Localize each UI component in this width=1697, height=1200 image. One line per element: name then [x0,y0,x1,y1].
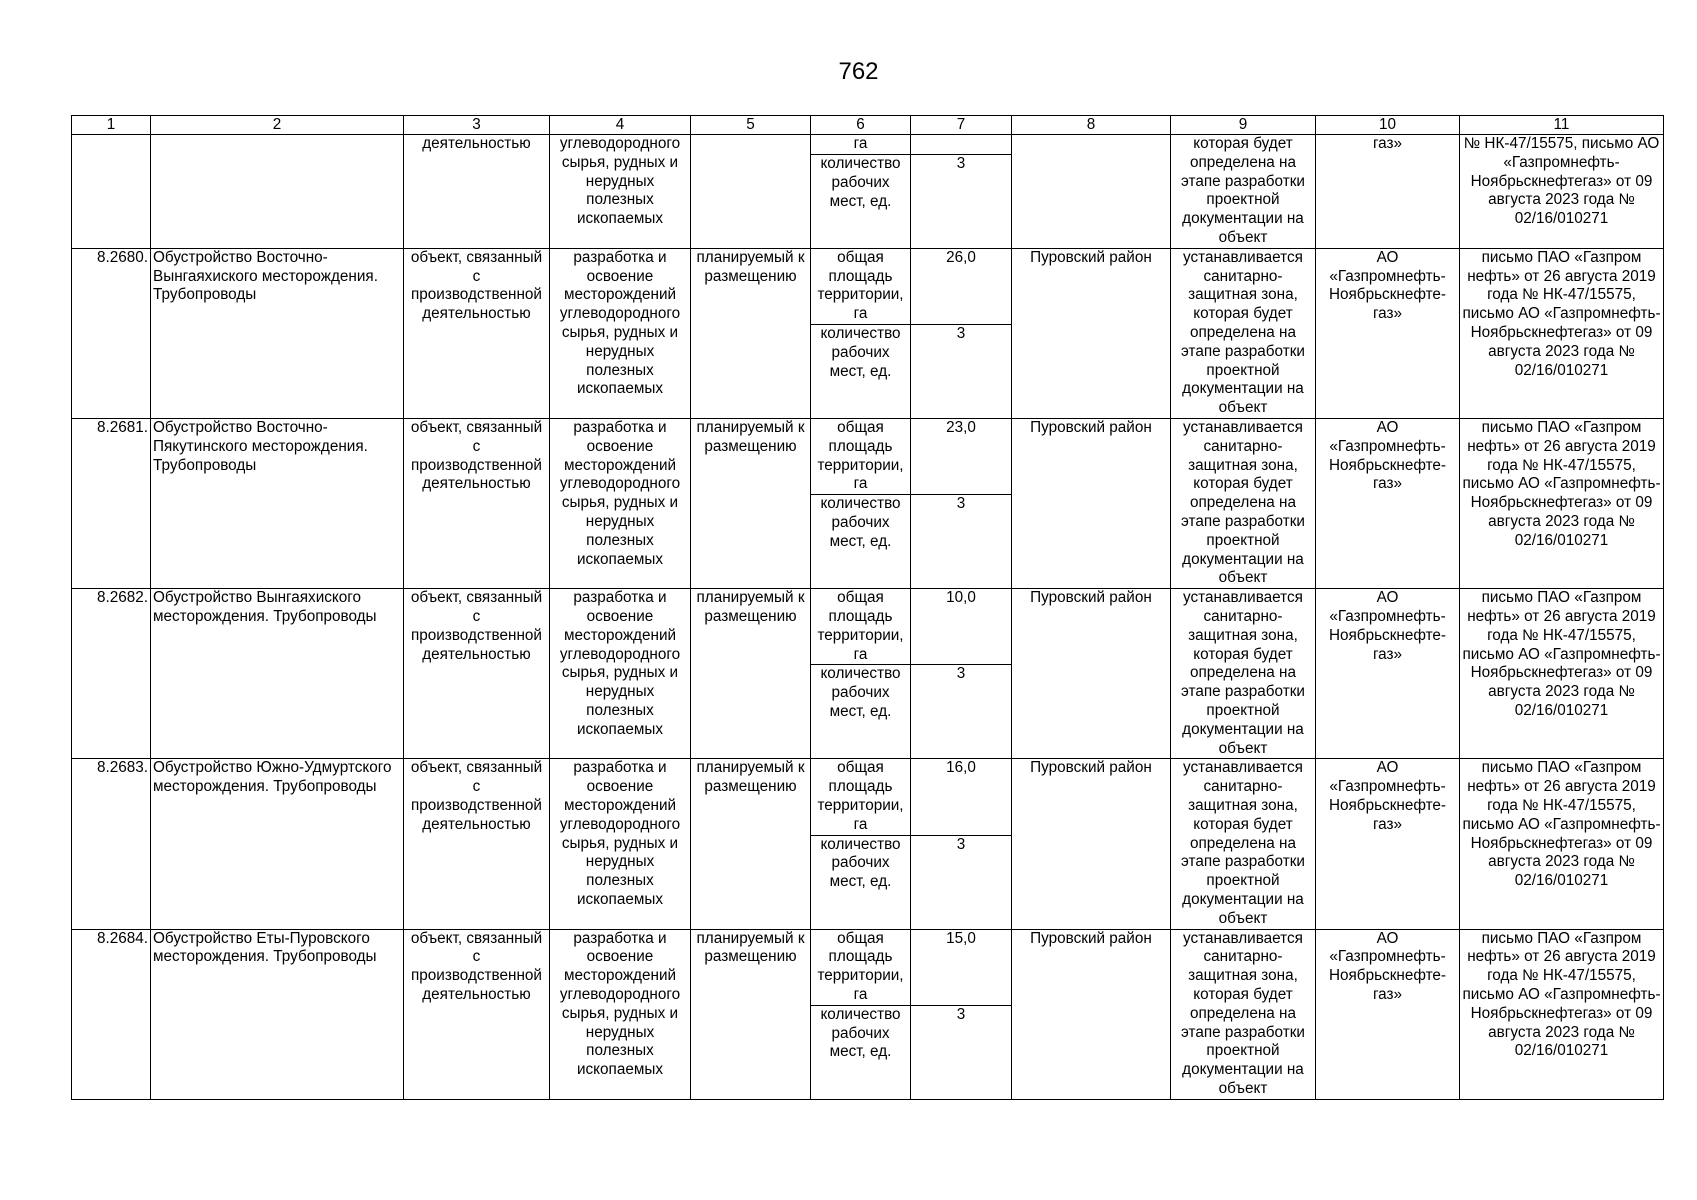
column-number: 4 [550,116,691,135]
cell-name: Обустройство Восточно-Пякутинского месторождения. Трубопроводы [151,418,404,588]
cell-type: объект, связанный с производственной деятельностью [404,589,550,759]
cell-basis: письмо ПАО «Газпром нефть» от 26 августа 2019 года № НК-47/15575, письмо АО «Газпромнефть-Ноябрьскнефтегаз» от 09 августа 2023 года № 02/16/010271 [1460,418,1664,588]
cell-param-workers: количество рабочих мест, ед. [811,835,911,929]
cell-basis: письмо ПАО «Газпром нефть» от 26 августа 2019 года № НК-47/15575, письмо АО «Газпромнефть-Ноябрьскнефтегаз» от 09 августа 2023 года № 02/16/010271 [1460,759,1664,929]
table-row [72,418,1664,494]
column-number: 10 [1316,116,1460,135]
cell-type: объект, связанный с производственной деятельностью [404,248,550,418]
cell-param-workers: количество рабочих мест, ед. [811,1005,911,1099]
cell-value-area: 16,0 [911,759,1012,835]
column-number: 6 [811,116,911,135]
cell-location: Пуровский район [1012,759,1171,929]
cell-zone: устанавливается санитарно-защитная зона, которая будет определена на этапе разработки проектной документации на объект [1171,418,1316,588]
cell-zone: устанавливается санитарно-защитная зона, которая будет определена на этапе разработки проектной документации на объект [1171,759,1316,929]
cell-status: планируемый к размещению [691,248,811,418]
column-number: 8 [1012,116,1171,135]
cell-value-workers: 3 [911,155,1012,248]
cell-purpose: углеводородного сырья, рудных и нерудных полезных ископаемых [550,135,691,249]
cell-value-workers: 3 [911,495,1012,589]
cell-org: АО «Газпромнефть-Ноябрьскнефте-газ» [1316,759,1460,929]
cell-zone: устанавливается санитарно-защитная зона, которая будет определена на этапе разработки проектной документации на объект [1171,589,1316,759]
column-number: 7 [911,116,1012,135]
column-number: 11 [1460,116,1664,135]
cell-basis: письмо ПАО «Газпром нефть» от 26 августа 2019 года № НК-47/15575, письмо АО «Газпромнефть-Ноябрьскнефтегаз» от 09 августа 2023 года № 02/16/010271 [1460,248,1664,418]
cell-param-area: общая площадь территории, га [811,418,911,494]
cell-zone: устанавливается санитарно-защитная зона, которая будет определена на этапе разработки проектной документации на объект [1171,929,1316,1099]
cell-value-area: 10,0 [911,589,1012,665]
cell-zone: которая будет определена на этапе разработки проектной документации на объект [1171,135,1316,249]
table-row-continuation [72,135,1664,155]
page-number: 762 [838,58,879,85]
cell-org: АО «Газпромнефть-Ноябрьскнефте-газ» [1316,418,1460,588]
cell-location: Пуровский район [1012,589,1171,759]
cell-num [72,135,151,249]
cell-org: АО «Газпромнефть-Ноябрьскнефте-газ» [1316,248,1460,418]
cell-location: Пуровский район [1012,418,1171,588]
cell-location: Пуровский район [1012,929,1171,1099]
cell-param-workers: количество рабочих мест, ед. [811,665,911,759]
cell-num: 8.2680. [72,248,151,418]
cell-purpose: разработка и освоение месторождений углеводородного сырья, рудных и нерудных полезных ископаемых [550,929,691,1099]
register-table [71,115,1664,1100]
cell-status: планируемый к размещению [691,759,811,929]
table-row [72,759,1664,835]
cell-type: деятельностью [404,135,550,249]
cell-purpose: разработка и освоение месторождений углеводородного сырья, рудных и нерудных полезных ископаемых [550,589,691,759]
cell-param-workers: количество рабочих мест, ед. [811,155,911,248]
cell-value-workers: 3 [911,665,1012,759]
cell-value-workers: 3 [911,835,1012,929]
cell-purpose: разработка и освоение месторождений углеводородного сырья, рудных и нерудных полезных ископаемых [550,418,691,588]
cell-status: планируемый к размещению [691,418,811,588]
cell-value-workers: 3 [911,324,1012,418]
cell-type: объект, связанный с производственной деятельностью [404,759,550,929]
cell-org: АО «Газпромнефть-Ноябрьскнефте-газ» [1316,589,1460,759]
cell-value-area: 23,0 [911,418,1012,494]
table-row [72,248,1664,324]
cell-zone: устанавливается санитарно-защитная зона, которая будет определена на этапе разработки проектной документации на объект [1171,248,1316,418]
cell-basis: письмо ПАО «Газпром нефть» от 26 августа 2019 года № НК-47/15575, письмо АО «Газпромнефть-Ноябрьскнефтегаз» от 09 августа 2023 года № 02/16/010271 [1460,589,1664,759]
cell-location [1012,135,1171,249]
cell-param-area: общая площадь территории, га [811,248,911,324]
cell-name: Обустройство Вынгаяхиского месторождения. Трубопроводы [151,589,404,759]
column-number: 2 [151,116,404,135]
cell-num: 8.2682. [72,589,151,759]
cell-status [691,135,811,249]
cell-name: Обустройство Еты-Пуровского месторождения. Трубопроводы [151,929,404,1099]
cell-num: 8.2681. [72,418,151,588]
cell-basis: письмо ПАО «Газпром нефть» от 26 августа 2019 года № НК-47/15575, письмо АО «Газпромнефть-Ноябрьскнефтегаз» от 09 августа 2023 года № 02/16/010271 [1460,929,1664,1099]
column-number: 9 [1171,116,1316,135]
cell-purpose: разработка и освоение месторождений углеводородного сырья, рудных и нерудных полезных ископаемых [550,759,691,929]
cell-param-area: общая площадь территории, га [811,759,911,835]
cell-name: Обустройство Южно-Удмуртского месторождения. Трубопроводы [151,759,404,929]
cell-type: объект, связанный с производственной деятельностью [404,929,550,1099]
cell-value-area [911,135,1012,155]
cell-param-workers: количество рабочих мест, ед. [811,495,911,589]
cell-param-workers: количество рабочих мест, ед. [811,324,911,418]
cell-param-area: общая площадь территории, га [811,929,911,1005]
cell-org: АО «Газпромнефть-Ноябрьскнефте-газ» [1316,929,1460,1099]
table-row [72,929,1664,1005]
cell-status: планируемый к размещению [691,929,811,1099]
table-row [72,589,1664,665]
cell-org: газ» [1316,135,1460,249]
cell-param-area: га [811,135,911,155]
column-number: 5 [691,116,811,135]
column-number: 1 [72,116,151,135]
cell-num: 8.2684. [72,929,151,1099]
cell-purpose: разработка и освоение месторождений углеводородного сырья, рудных и нерудных полезных ископаемых [550,248,691,418]
cell-num: 8.2683. [72,759,151,929]
cell-location: Пуровский район [1012,248,1171,418]
cell-param-area: общая площадь территории, га [811,589,911,665]
column-numbers-row [72,116,1664,135]
column-number: 3 [404,116,550,135]
cell-value-area: 15,0 [911,929,1012,1005]
cell-basis: № НК-47/15575, письмо АО «Газпромнефть-Ноябрьскнефтегаз» от 09 августа 2023 года № 02/16/010271 [1460,135,1664,249]
cell-name [151,135,404,249]
cell-value-area: 26,0 [911,248,1012,324]
cell-status: планируемый к размещению [691,589,811,759]
cell-value-workers: 3 [911,1005,1012,1099]
cell-name: Обустройство Восточно-Вынгаяхиского месторождения. Трубопроводы [151,248,404,418]
cell-type: объект, связанный с производственной деятельностью [404,418,550,588]
